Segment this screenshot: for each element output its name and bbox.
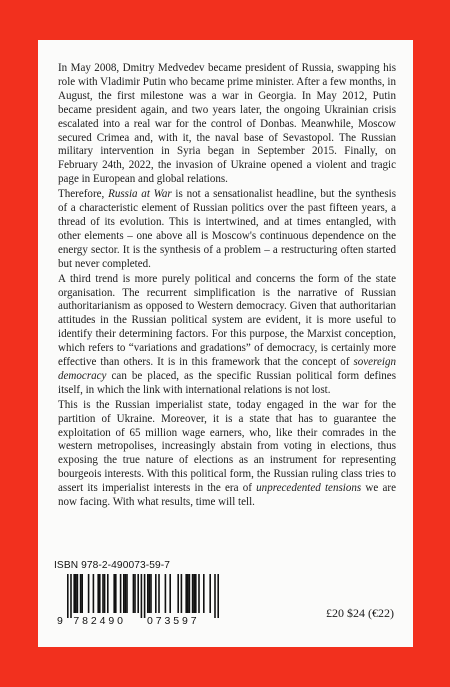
- paragraph: [58, 188, 396, 271]
- barcode-bar: [144, 574, 146, 618]
- barcode-bar: [192, 574, 194, 613]
- barcode-bar: [120, 574, 122, 613]
- barcode-bar: [155, 574, 157, 613]
- barcode-bar: [149, 574, 151, 613]
- barcode-bar: [214, 574, 216, 618]
- barcode-bar: [185, 574, 187, 613]
- barcode-bar: [80, 574, 82, 613]
- paragraph: [58, 273, 396, 398]
- barcode-bar: [165, 574, 167, 613]
- barcode-bar: [107, 574, 109, 613]
- barcode-bar: [137, 574, 139, 613]
- back-cover-panel: [38, 40, 413, 647]
- barcode-bar: [189, 574, 191, 613]
- barcode-bar: [97, 574, 99, 613]
- barcode-bar: [123, 574, 125, 613]
- barcode-bar: [113, 574, 115, 613]
- text-run: In May 2008, Dmitry Medvedev became president of Russia, swapping his role with Vladimir Putin who became prime minister. After a few months, in August, the first milestone was a war in Georgia. In May 2012, Putin became president again, and two years later, the ongoing Ukrainian crisis escalated into a real war for the control of Donbas. Meanwhile, Moscow secured Crimea and, with it, the naval base of Sevastopol. The Russian military intervention in Syria began in September 2015. Finally, on February 24th, 2022, the invasion of Ukraine opened a violent and tragic page in European and global relations.: [58, 62, 396, 186]
- barcode-bar: [126, 574, 128, 613]
- barcode-bar: [193, 574, 195, 613]
- barcode-bar: [77, 574, 79, 613]
- italic-phrase: sovereign democracy: [58, 356, 396, 382]
- italic-phrase: unprecedented tensions: [256, 482, 362, 495]
- barcode-digits: 9: [57, 615, 63, 626]
- barcode-bar: [67, 574, 69, 618]
- barcode-bar: [158, 574, 160, 613]
- text-run: is not a sensationalist headline, but the synthesis of a characteristic element of Russian politics over the past fifteen years, a thread of its evolution. This is intertwined, and at times entangled, with other elements – one above all is Moscow's continuous dependence on the energy sector. It is the synthesis of a problem – a restructuring often started but never completed.: [58, 188, 396, 270]
- barcode-bar: [147, 574, 149, 613]
- text-run: can be placed, as the specific Russian political form defines itself, in which the link with international relations is not lost.: [58, 369, 396, 396]
- barcode-bar: [181, 574, 183, 613]
- barcode-bar: [102, 574, 104, 613]
- barcode-digits: 7 8 2 4 9 0: [73, 615, 124, 626]
- barcode-digits: 0 7 3 5 9 7: [147, 615, 197, 626]
- blurb-text: [58, 62, 396, 511]
- barcode-bar: [81, 574, 83, 613]
- barcode-bar: [217, 574, 219, 618]
- barcode-bar: [141, 574, 143, 618]
- barcode-bar: [134, 574, 136, 613]
- barcode-bar: [177, 574, 179, 613]
- text-run: we are now facing. With what results, time will tell.: [58, 482, 396, 509]
- barcode-bar: [169, 574, 171, 613]
- barcode-bar: [75, 574, 77, 613]
- paragraph: [58, 62, 396, 187]
- barcode-bar: [203, 574, 205, 613]
- barcode-bar: [187, 574, 189, 613]
- text-run: A third trend is more purely political and concerns the form of the state organisation. The recurrent simplification is the narrative of Russian authoritarianism as opposed to Western democracy. Given that authoritarian attitudes in the Russian political system are evident, it is more useful to identify their determining factors. For this purpose, the Marxist conception, which refers to “variations and gradations” of democracy, is certainly more effective than others. It is in this framework that the concept of: [58, 272, 396, 369]
- barcode-bar: [209, 574, 211, 613]
- barcode: [56, 574, 224, 626]
- text-run: This is the Russian imperialist state, today engaged in the war for the partition of Ukraine. Moreover, it is a state that has to guarantee the exploitation of 65 million wage earners, who, like their comrades in the western metropolises, increasingly abstain from voting in elections, thus exposing the true nature of elections as an instrument for representing bourgeois interests. With this political form, the Russian ruling class tries to assert its imperialist interests in the era of: [58, 398, 396, 495]
- barcode-bar: [198, 574, 200, 613]
- barcode-bar: [195, 574, 197, 613]
- barcode-bar: [73, 574, 75, 613]
- barcode-bar: [70, 574, 72, 618]
- italic-phrase: Russia at War: [108, 188, 172, 201]
- barcode-bar: [88, 574, 90, 613]
- isbn-label: ISBN 978-2-490073-59-7: [54, 560, 171, 571]
- barcode-bar: [150, 574, 152, 613]
- barcode-bar: [133, 574, 135, 613]
- text-run: Therefore,: [58, 188, 109, 201]
- barcode-bar: [99, 574, 101, 613]
- paragraph: [58, 399, 396, 510]
- barcode-graphic: [56, 574, 224, 626]
- barcode-bar: [93, 574, 95, 613]
- price: £20 $24 (€22): [326, 606, 394, 620]
- barcode-bar: [115, 574, 117, 613]
- barcode-bar: [104, 574, 106, 613]
- barcode-bar: [125, 574, 127, 613]
